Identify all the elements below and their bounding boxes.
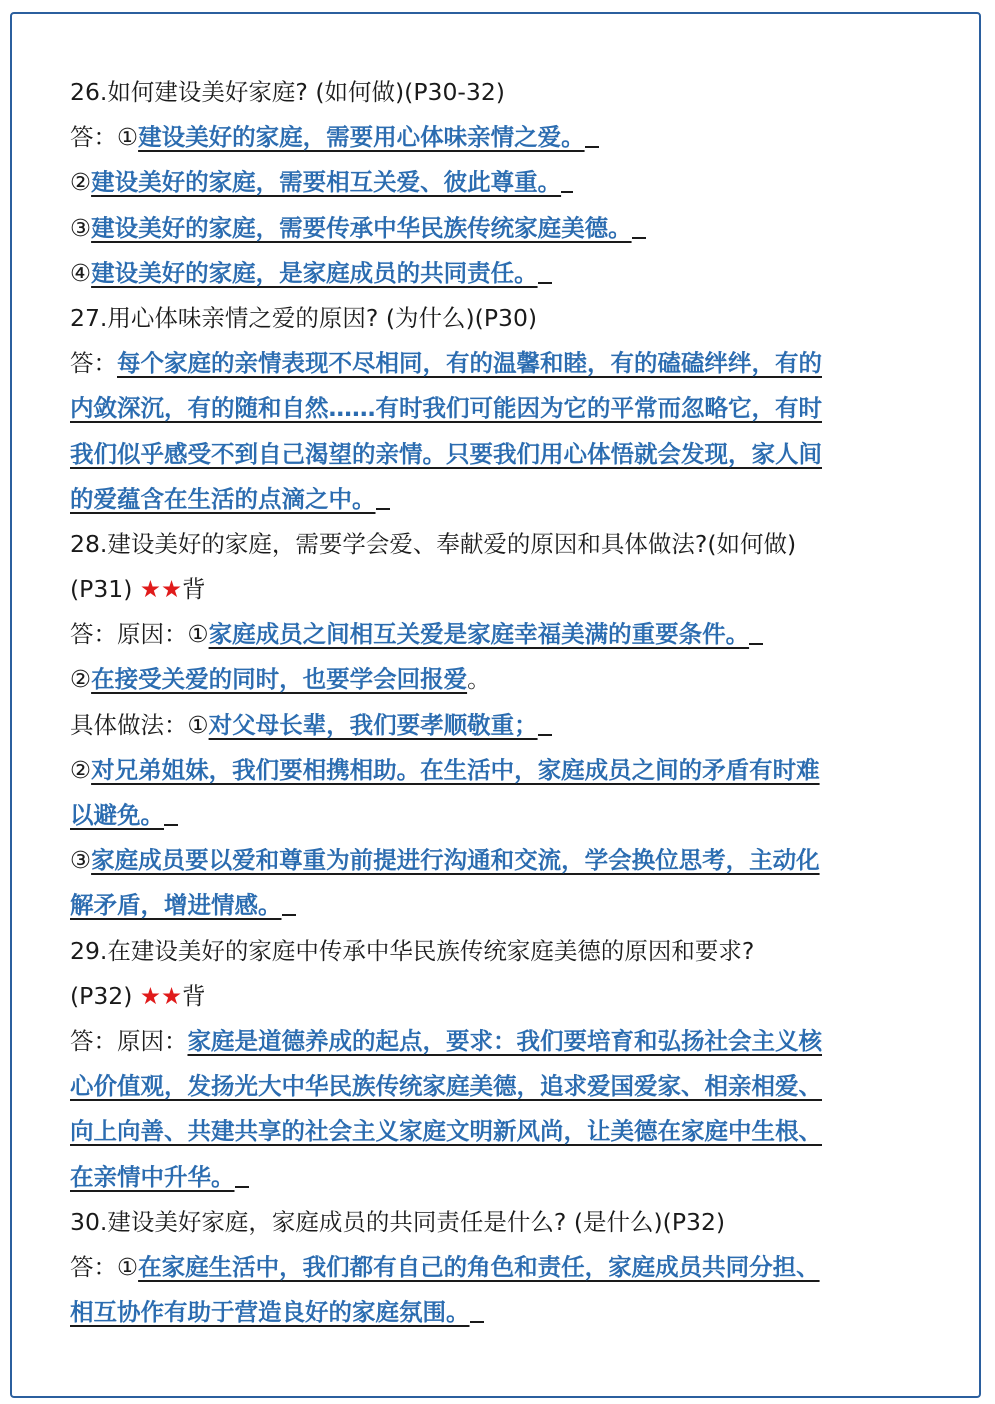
question-26-title: 26.如何建设美好家庭? (如何做)(P30-32) [70,78,505,106]
answer-27-line-1: 答：每个家庭的亲情表现不尽相同，有的温馨和睦，有的磕磕绊绊，有的 [70,349,822,378]
question-29-title: 29.在建设美好的家庭中传承中华民族传统家庭美德的原因和要求? [70,936,755,965]
answer-28-method-1: 具体做法：① 对父母长辈，我们要孝顺敬重； [70,703,930,748]
recite-label: 背 [182,575,206,604]
answer-29-line-3: 向上向善、共建共享的社会主义家庭文明新风尚，让美德在家庭中生根、 [70,1117,822,1146]
question-30-title: 30.建设美好家庭，家庭成员的共同责任是什么? (是什么)(P32) [70,1207,726,1236]
answer-28-reason-2: ②在接受关爱的同时，也要学会回报爱。 [70,665,491,694]
question-29-ref: (P32) ★★背 [70,981,206,1010]
answer-28-method-2-line-1: ②对兄弟姐妹，我们要相携相助。在生活中，家庭成员之间的矛盾有时难 [70,755,820,784]
star-icon: ★★ [139,981,183,1010]
answer-27-line-4: 的爱蕴含在生活的点滴之中。 [70,477,930,522]
answer-28-method-3-line-2: 解矛盾，增进情感。 [70,883,930,928]
answer-28-reason-1: 答：原因：① 家庭成员之间相互关爱是家庭幸福美满的重要条件。 [70,612,930,657]
answer-28-method-3-line-1: ③家庭成员要以爱和尊重为前提进行沟通和交流，学会换位思考，主动化 [70,846,820,875]
document-body [70,70,930,1335]
answer-29-line-4: 在亲情中升华。 [70,1155,930,1200]
recite-label: 背 [182,981,206,1010]
answer-27-line-3: 我们似乎感受不到自己渴望的亲情。只要我们用心体悟就会发现，家人间 [70,439,822,468]
answer-28-method-2-line-2: 以避免。 [70,793,930,838]
answer-29-line-1: 答：原因：家庭是道德养成的起点，要求：我们要培育和弘扬社会主义核 [70,1026,822,1055]
answer-26-1: 答：① 建设美好的家庭，需要用心体味亲情之爱。 [70,115,930,160]
answer-27-line-2: 内敛深沉，有的随和自然……有时我们可能因为它的平常而忽略它，有时 [70,394,822,423]
answer-26-2: ② 建设美好的家庭，需要相互关爱、彼此尊重。 [70,160,930,205]
answer-29-line-2: 心价值观，发扬光大中华民族传统家庭美德，追求爱国爱家、相亲相爱、 [70,1072,822,1101]
question-27-title: 27.用心体味亲情之爱的原因? (为什么)(P30) [70,303,538,332]
answer-26-3: ③ 建设美好的家庭，需要传承中华民族传统家庭美德。 [70,206,930,251]
question-28-ref: (P31) ★★背 [70,575,206,604]
answer-30-line-2: 相互协作有助于营造良好的家庭氛围。 [70,1290,930,1335]
answer-26-4: ④ 建设美好的家庭，是家庭成员的共同责任。 [70,251,930,296]
question-28-title: 28.建设美好的家庭，需要学会爱、奉献爱的原因和具体做法?(如何做) [70,529,797,558]
answer-30-line-1: 答：①在家庭生活中，我们都有自己的角色和责任，家庭成员共同分担、 [70,1252,820,1281]
star-icon: ★★ [139,575,183,604]
